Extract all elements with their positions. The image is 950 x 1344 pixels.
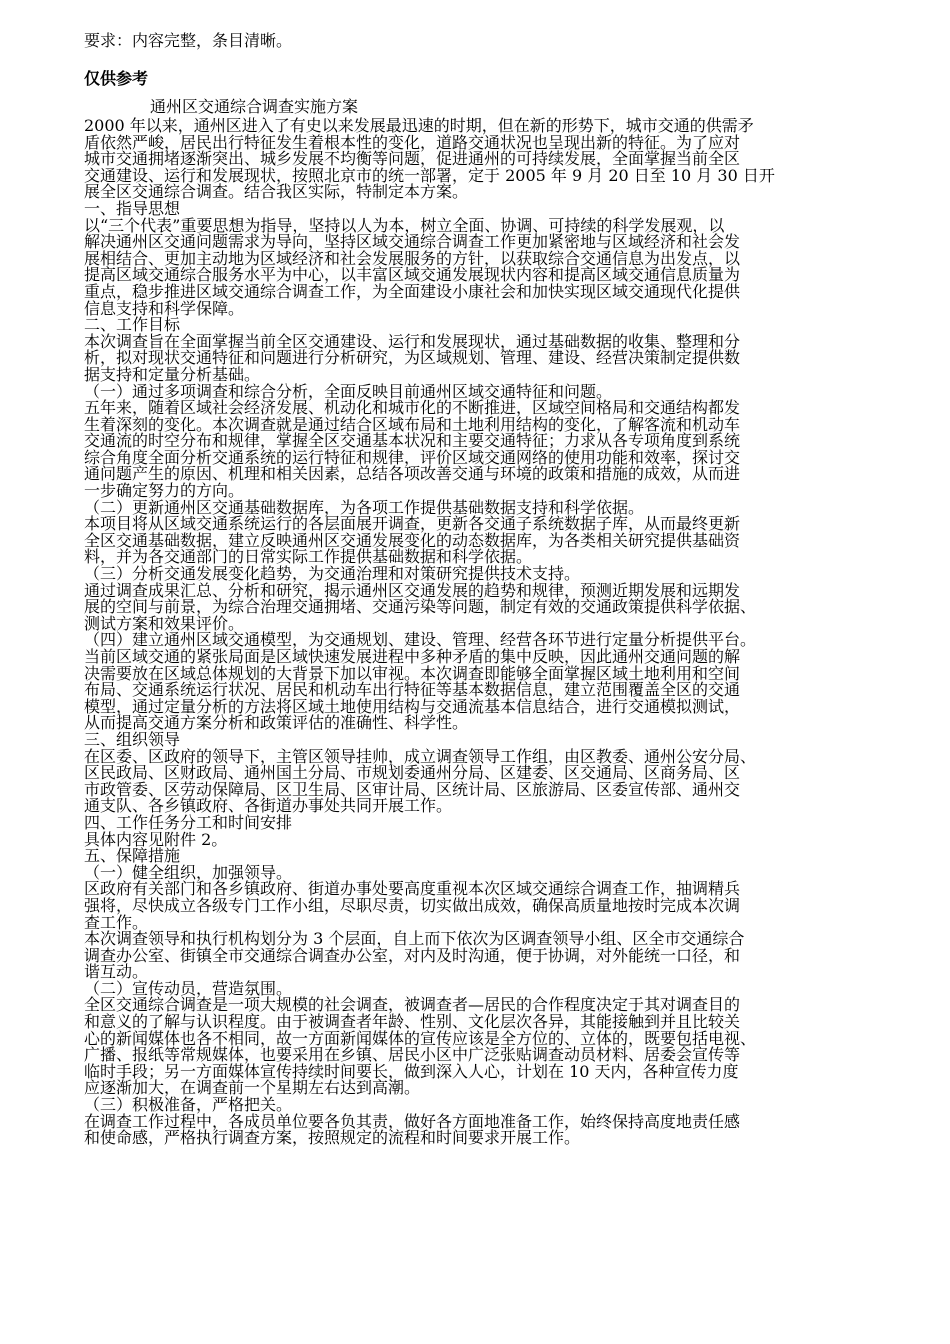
body-line: 城市交通拥堵逐渐突出、城乡发展不均衡等问题，促进通州的可持续发展，全面掌握当前全区 [84, 149, 741, 169]
body-line: 区民政局、区财政局、通州国土分局、市规划委通州分局、区建委、区交通局、区商务局、区 [84, 763, 741, 783]
body-line: 心的新闻媒体也各不相同，故一方面新闻媒体的宣传应该是全方位的、立体的，既要包括电视、 [84, 1028, 757, 1048]
body-line: 展的空间与前景，为综合治理交通拥堵、交通污染等问题，制定有效的交通政策提供科学依据、 [84, 597, 757, 617]
body-line: 生着深刻的变化。本次调查就是通过结合区域布局和土地利用结构的变化，了解客流和机动车 [84, 414, 741, 434]
body-line: 析，拟对现状交通特征和问题进行分析研究，为区域规划、管理、建设、经营决策制定提供数 [84, 348, 741, 368]
body-line: （一）通过多项调查和综合分析，全面反映目前通州区域交通特征和问题。 [84, 381, 613, 401]
body-line: 本次调查旨在全面掌握当前全区交通建设、运行和发展现状，通过基础数据的收集、整理和分 [84, 331, 741, 351]
body-line: 五、保障措施 [84, 846, 181, 866]
body-line: 据支持和定量分析基础。 [84, 364, 261, 384]
body-line: （二）宣传动员，营造氛围。 [84, 978, 293, 998]
body-line: 综合角度全面分析交通系统的运行特征和规律，评价区域交通网络的使用功能和效率，探讨交 [84, 447, 741, 467]
body-line: 展全区交通综合调查。结合我区实际，特制定本方案。 [84, 182, 469, 202]
body-line: 信息支持和科学保障。 [84, 298, 245, 318]
body-line: 市政管委、区劳动保障局、区卫生局、区审计局、区统计局、区旅游局、区委宣传部、通州交 [84, 779, 741, 799]
body-line: 区政府有关部门和各乡镇政府、街道办事处要高度重视本次区域交通综合调查工作，抽调精兵 [84, 879, 741, 899]
body-line: （三）积极准备，严格把关。 [84, 1095, 293, 1115]
body-line: 重点，稳步推进区域交通综合调查工作，为全面建设小康社会和加快实现区域交通现代化提供 [84, 281, 741, 301]
body-line: 通问题产生的原因、机理和相关因素，总结各项改善交通与环境的政策和措施的成效，从而进 [84, 464, 741, 484]
body-line: 通支队、各乡镇政府、各街道办事处共同开展工作。 [84, 796, 453, 816]
body-line: 决需要放在区域总体规划的大背景下加以审视。本次调查即能够全面掌握区域土地利用和空间 [84, 663, 741, 683]
doc-title: 通州区交通综合调查实施方案 [150, 97, 359, 116]
body-line: 全区交通综合调查是一项大规模的社会调查，被调查者—居民的合作程度决定于其对调查目的 [84, 995, 741, 1015]
body-line: （二）更新通州区交通基础数据库，为各项工作提供基础数据支持和科学依据。 [84, 497, 645, 517]
body-line: 模型，通过定量分析的方法将区域土地使用结构与交通流基本信息结合，进行交通模拟测试， [84, 696, 741, 716]
body-line: 本次调查领导和执行机构划分为 3 个层面，自上而下依次为区调查领导小组、区全市交通综合 [84, 929, 745, 949]
body-line: 和使命感，严格执行调查方案，按照规定的流程和时间要求开展工作。 [84, 1128, 581, 1148]
body-line: 三、组织领导 [84, 729, 181, 749]
body-line: 查工作。 [84, 912, 149, 932]
body-line: 全区交通基础数据，建立反映通州区交通发展变化的动态数据库，为各类相关研究提供基础资 [84, 530, 741, 550]
body-line: 解决通州区交通问题需求为导向，坚持区域交通综合调查工作更加紧密地与区域经济和社会发 [84, 232, 741, 252]
body-line: 料，并为各交通部门的日常实际工作提供基础数据和科学依据。 [84, 547, 533, 567]
body-line: 应逐渐加大，在调查前一个星期左右达到高潮。 [84, 1078, 421, 1098]
reference-label: 仅供参考 [84, 69, 149, 88]
body-line: 具体内容见附件 2。 [84, 829, 228, 849]
body-line: 本项目将从区域交通系统运行的各层面展开调查，更新各交通子系统数据子库，从而最终更新 [84, 514, 741, 534]
body-line: 谐互动。 [84, 962, 149, 982]
body-line: 四、工作任务分工和时间安排 [84, 812, 293, 832]
body-line: 临时手段；另一方面媒体宣传持续时间要长，做到深入人心，计划在 10 天内，各种宣传力度 [84, 1061, 739, 1081]
body-line: 提高区域交通综合服务水平为中心，以丰富区域交通发展现状内容和提高区域交通信息质量为 [84, 265, 741, 285]
body-line: 交通建设、运行和发展现状，按照北京市的统一部署，定于 2005 年 9 月 20 日至 10 月 30 日开 [84, 165, 775, 185]
body-line: 以“三个代表”重要思想为指导，坚持以人为本，树立全面、协调、可持续的科学发展观，以 [84, 215, 725, 235]
body-line: 展相结合、更加主动地为区域经济和社会发展服务的方针，以获取综合交通信息为出发点，以 [84, 248, 741, 268]
body-line: 在区委、区政府的领导下，主管区领导挂帅，成立调查领导工作组，由区教委、通州公安分局、 [84, 746, 757, 766]
body-line: 在调查工作过程中，各成员单位要各负其责，做好各方面地准备工作，始终保持高度地责任感 [84, 1111, 741, 1131]
body-line: 当前区域交通的紧张局面是区域快速发展进程中多种矛盾的集中反映，因此通州交通问题的解 [84, 647, 741, 666]
body-line: 和意义的了解与认识程度。由于被调查者年龄、性别、文化层次各异，其能接触到并且比较关 [84, 1012, 741, 1032]
body-line: 测试方案和效果评价。 [84, 613, 245, 633]
body-line: 强将，尽快成立各级专门工作小组，尽职尽责，切实做出成效，确保高质量地按时完成本次调 [84, 895, 741, 915]
body-line: 布局、交通系统运行状况、居民和机动车出行特征等基本数据信息，建立范围覆盖全区的交通 [84, 680, 741, 700]
body-line: 一步确定努力的方向。 [84, 481, 245, 501]
requirement-text: 要求：内容完整，条目清晰。 [84, 31, 293, 50]
body-line: 从而提高交通方案分析和政策评估的准确性、科学性。 [84, 713, 469, 733]
body-line: （三）分析交通发展变化趋势，为交通治理和对策研究提供技术支持。 [84, 564, 581, 584]
body-line: 盾依然严峻，居民出行特征发生着根本性的变化，道路交通状况也呈现出新的特征。为了应对 [84, 132, 741, 152]
body-line: 五年来，随着区域社会经济发展、机动化和城市化的不断推进，区域空间格局和交通结构都发 [84, 398, 741, 418]
document-body [84, 118, 880, 1147]
body-line: 2000 年以来，通州区进入了有史以来发展最迅速的时期，但在新的形势下，城市交通的供需矛 [84, 116, 754, 135]
body-line: 调查办公室、街镇全市交通综合调查办公室，对内及时沟通，便于协调，对外能统一口径，和 [84, 945, 741, 965]
body-line: 二、工作目标 [84, 315, 181, 335]
body-line: 通过调查成果汇总、分析和研究，揭示通州区交通发展的趋势和规律，预测近期发展和远期发 [84, 580, 741, 600]
body-line: （四）建立通州区域交通模型，为交通规划、建设、管理、经营各环节进行定量分析提供平台。 [84, 630, 757, 650]
body-line: 交通流的时空分布和规律，掌握全区交通基本状况和主要交通特征；力求从各专项角度到系统 [84, 431, 741, 451]
body-line: 一、指导思想 [84, 198, 181, 218]
body-line: 广播、报纸等常规媒体，也要采用在乡镇、居民小区中广泛张贴调查动员材料、居委会宣传等 [84, 1045, 741, 1065]
body-line: （一）健全组织，加强领导。 [84, 862, 293, 882]
